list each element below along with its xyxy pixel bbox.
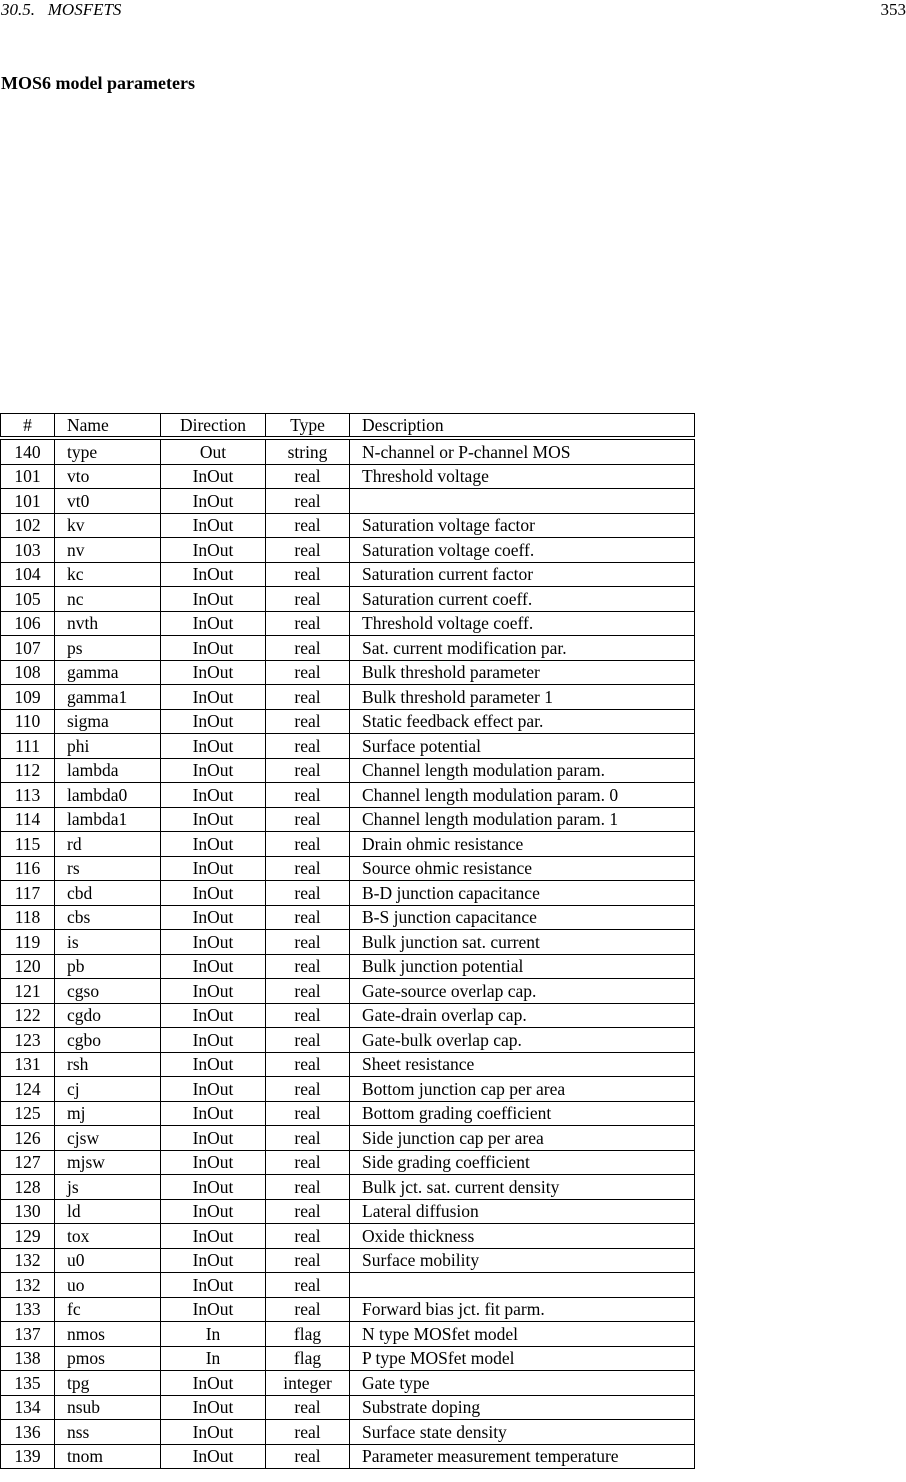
param-direction: InOut: [161, 954, 266, 979]
param-description: Saturation current factor: [350, 562, 695, 587]
param-direction: InOut: [161, 489, 266, 514]
param-name: nsub: [55, 1395, 161, 1420]
param-name: cjsw: [55, 1126, 161, 1151]
param-description: Substrate doping: [350, 1395, 695, 1420]
param-direction: InOut: [161, 709, 266, 734]
table-row: [1, 1199, 695, 1224]
param-description: Gate-drain overlap cap.: [350, 1003, 695, 1028]
table-row: [1, 1444, 695, 1469]
param-number: 105: [1, 587, 55, 612]
param-number: 129: [1, 1224, 55, 1249]
param-description: [350, 1273, 695, 1298]
table-row: [1, 636, 695, 661]
param-name: sigma: [55, 709, 161, 734]
param-type: real: [266, 1101, 350, 1126]
param-direction: InOut: [161, 611, 266, 636]
param-direction: InOut: [161, 685, 266, 710]
param-name: kc: [55, 562, 161, 587]
param-direction: Out: [161, 440, 266, 465]
param-type: real: [266, 464, 350, 489]
table-row: [1, 1224, 695, 1249]
param-name: js: [55, 1175, 161, 1200]
param-name: lambda: [55, 758, 161, 783]
param-name: nc: [55, 587, 161, 612]
header-number: #: [1, 414, 55, 437]
table-row: [1, 807, 695, 832]
param-description: Gate type: [350, 1371, 695, 1396]
param-type: real: [266, 1126, 350, 1151]
param-description: Forward bias jct. fit parm.: [350, 1297, 695, 1322]
param-number: 101: [1, 464, 55, 489]
running-head: [0, 0, 906, 20]
table-row: [1, 489, 695, 514]
param-type: real: [266, 1273, 350, 1298]
param-type: real: [266, 709, 350, 734]
param-number: 122: [1, 1003, 55, 1028]
param-name: uo: [55, 1273, 161, 1298]
param-type: real: [266, 1003, 350, 1028]
param-number: 136: [1, 1420, 55, 1445]
param-number: 107: [1, 636, 55, 661]
param-type: flag: [266, 1322, 350, 1347]
param-number: 116: [1, 856, 55, 881]
param-type: real: [266, 562, 350, 587]
param-type: real: [266, 587, 350, 612]
param-description: Bottom grading coefficient: [350, 1101, 695, 1126]
param-description: [350, 489, 695, 514]
param-name: mj: [55, 1101, 161, 1126]
param-name: mjsw: [55, 1150, 161, 1175]
param-description: Saturation current coeff.: [350, 587, 695, 612]
param-direction: InOut: [161, 1028, 266, 1053]
param-direction: InOut: [161, 1371, 266, 1396]
param-type: real: [266, 1248, 350, 1273]
param-direction: InOut: [161, 979, 266, 1004]
header-type: Type: [266, 414, 350, 437]
param-type: flag: [266, 1346, 350, 1371]
table-row: [1, 1150, 695, 1175]
param-name: ps: [55, 636, 161, 661]
param-number: 138: [1, 1346, 55, 1371]
table-row: [1, 709, 695, 734]
param-type: real: [266, 758, 350, 783]
param-name: tpg: [55, 1371, 161, 1396]
param-type: real: [266, 538, 350, 563]
param-direction: InOut: [161, 1273, 266, 1298]
param-number: 137: [1, 1322, 55, 1347]
header-description: Description: [350, 414, 695, 437]
param-name: cgso: [55, 979, 161, 1004]
param-direction: InOut: [161, 1101, 266, 1126]
param-name: ld: [55, 1199, 161, 1224]
table-row: [1, 1028, 695, 1053]
param-description: P type MOSfet model: [350, 1346, 695, 1371]
param-type: real: [266, 1175, 350, 1200]
table-row: [1, 1371, 695, 1396]
table-row: [1, 1248, 695, 1273]
param-description: Sat. current modification par.: [350, 636, 695, 661]
param-number: 101: [1, 489, 55, 514]
param-number: 128: [1, 1175, 55, 1200]
param-name: nv: [55, 538, 161, 563]
param-type: real: [266, 930, 350, 955]
param-description: Oxide thickness: [350, 1224, 695, 1249]
param-direction: InOut: [161, 636, 266, 661]
table-row: [1, 562, 695, 587]
param-number: 112: [1, 758, 55, 783]
param-name: gamma1: [55, 685, 161, 710]
param-direction: InOut: [161, 1077, 266, 1102]
param-name: rs: [55, 856, 161, 881]
param-number: 115: [1, 832, 55, 857]
param-name: lambda1: [55, 807, 161, 832]
param-number: 133: [1, 1297, 55, 1322]
param-description: Side junction cap per area: [350, 1126, 695, 1151]
param-direction: InOut: [161, 930, 266, 955]
param-description: Bulk junction sat. current: [350, 930, 695, 955]
param-number: 104: [1, 562, 55, 587]
param-name: tox: [55, 1224, 161, 1249]
param-description: Side grading coefficient: [350, 1150, 695, 1175]
param-type: real: [266, 636, 350, 661]
table-row: [1, 587, 695, 612]
param-name: fc: [55, 1297, 161, 1322]
table-row: [1, 734, 695, 759]
param-direction: InOut: [161, 562, 266, 587]
param-direction: InOut: [161, 1199, 266, 1224]
param-description: Surface mobility: [350, 1248, 695, 1273]
table-row: [1, 1052, 695, 1077]
param-direction: InOut: [161, 587, 266, 612]
param-number: 113: [1, 783, 55, 808]
param-number: 123: [1, 1028, 55, 1053]
parameter-table: [0, 413, 695, 1469]
table-row: [1, 930, 695, 955]
table-row: [1, 1126, 695, 1151]
param-description: Channel length modulation param. 0: [350, 783, 695, 808]
param-number: 126: [1, 1126, 55, 1151]
param-description: N type MOSfet model: [350, 1322, 695, 1347]
param-direction: InOut: [161, 1395, 266, 1420]
param-direction: InOut: [161, 1052, 266, 1077]
param-direction: InOut: [161, 1444, 266, 1469]
param-number: 118: [1, 905, 55, 930]
param-type: real: [266, 783, 350, 808]
table-row: [1, 758, 695, 783]
param-name: kv: [55, 513, 161, 538]
param-number: 102: [1, 513, 55, 538]
param-type: real: [266, 1224, 350, 1249]
param-type: real: [266, 832, 350, 857]
table-row: [1, 660, 695, 685]
param-description: Gate-source overlap cap.: [350, 979, 695, 1004]
param-description: Bottom junction cap per area: [350, 1077, 695, 1102]
param-description: Parameter measurement temperature: [350, 1444, 695, 1469]
section-title: MOS6 model parameters: [1, 73, 195, 93]
param-direction: InOut: [161, 1248, 266, 1273]
param-type: real: [266, 954, 350, 979]
table-row: [1, 440, 695, 465]
param-number: 120: [1, 954, 55, 979]
param-description: Bulk threshold parameter 1: [350, 685, 695, 710]
param-description: Channel length modulation param.: [350, 758, 695, 783]
table-row: [1, 783, 695, 808]
param-description: Bulk junction potential: [350, 954, 695, 979]
running-head-section: 30.5. MOSFETS: [1, 0, 122, 19]
param-number: 131: [1, 1052, 55, 1077]
param-direction: InOut: [161, 660, 266, 685]
param-name: phi: [55, 734, 161, 759]
param-name: nmos: [55, 1322, 161, 1347]
param-direction: In: [161, 1346, 266, 1371]
param-description: Bulk threshold parameter: [350, 660, 695, 685]
param-name: nss: [55, 1420, 161, 1445]
param-type: real: [266, 1420, 350, 1445]
table-row: [1, 1077, 695, 1102]
param-description: B-S junction capacitance: [350, 905, 695, 930]
table-header-row: [1, 414, 695, 437]
table-row: [1, 1003, 695, 1028]
param-description: Channel length modulation param. 1: [350, 807, 695, 832]
table-row: [1, 464, 695, 489]
param-description: Gate-bulk overlap cap.: [350, 1028, 695, 1053]
table-row: [1, 832, 695, 857]
param-direction: InOut: [161, 538, 266, 563]
param-description: Threshold voltage: [350, 464, 695, 489]
param-direction: InOut: [161, 1126, 266, 1151]
table-row: [1, 1101, 695, 1126]
param-type: real: [266, 685, 350, 710]
table-row: [1, 513, 695, 538]
param-name: gamma: [55, 660, 161, 685]
param-type: real: [266, 1395, 350, 1420]
param-number: 135: [1, 1371, 55, 1396]
param-number: 114: [1, 807, 55, 832]
param-type: integer: [266, 1371, 350, 1396]
param-direction: InOut: [161, 856, 266, 881]
param-number: 139: [1, 1444, 55, 1469]
param-name: cgdo: [55, 1003, 161, 1028]
param-name: lambda0: [55, 783, 161, 808]
param-description: N-channel or P-channel MOS: [350, 440, 695, 465]
param-name: cgbo: [55, 1028, 161, 1053]
param-direction: InOut: [161, 464, 266, 489]
param-number: 125: [1, 1101, 55, 1126]
table-row: [1, 538, 695, 563]
param-number: 110: [1, 709, 55, 734]
param-name: vto: [55, 464, 161, 489]
table-row: [1, 881, 695, 906]
param-direction: InOut: [161, 783, 266, 808]
param-name: is: [55, 930, 161, 955]
param-name: rd: [55, 832, 161, 857]
param-direction: InOut: [161, 1420, 266, 1445]
param-number: 121: [1, 979, 55, 1004]
param-direction: InOut: [161, 734, 266, 759]
param-direction: InOut: [161, 1150, 266, 1175]
param-number: 109: [1, 685, 55, 710]
param-description: Source ohmic resistance: [350, 856, 695, 881]
param-description: Static feedback effect par.: [350, 709, 695, 734]
table-row: [1, 1420, 695, 1445]
param-description: Surface state density: [350, 1420, 695, 1445]
param-type: real: [266, 1052, 350, 1077]
param-number: 130: [1, 1199, 55, 1224]
param-direction: InOut: [161, 1224, 266, 1249]
param-direction: InOut: [161, 513, 266, 538]
page-number: 353: [880, 0, 906, 19]
param-direction: InOut: [161, 807, 266, 832]
param-number: 134: [1, 1395, 55, 1420]
param-number: 117: [1, 881, 55, 906]
param-name: u0: [55, 1248, 161, 1273]
param-type: real: [266, 1297, 350, 1322]
table-row: [1, 685, 695, 710]
table-body: [1, 440, 695, 1469]
table-row: [1, 1273, 695, 1298]
param-type: real: [266, 660, 350, 685]
param-type: real: [266, 1444, 350, 1469]
param-number: 108: [1, 660, 55, 685]
param-name: tnom: [55, 1444, 161, 1469]
param-type: real: [266, 1028, 350, 1053]
param-type: real: [266, 905, 350, 930]
table-row: [1, 954, 695, 979]
param-type: real: [266, 979, 350, 1004]
table-row: [1, 905, 695, 930]
param-number: 127: [1, 1150, 55, 1175]
table-row: [1, 1346, 695, 1371]
param-type: real: [266, 489, 350, 514]
param-name: nvth: [55, 611, 161, 636]
param-direction: InOut: [161, 1175, 266, 1200]
header-name: Name: [55, 414, 161, 437]
param-direction: In: [161, 1322, 266, 1347]
param-type: real: [266, 1150, 350, 1175]
param-number: 111: [1, 734, 55, 759]
param-name: pmos: [55, 1346, 161, 1371]
param-number: 140: [1, 440, 55, 465]
param-name: cbd: [55, 881, 161, 906]
param-number: 103: [1, 538, 55, 563]
param-type: real: [266, 611, 350, 636]
param-type: real: [266, 1199, 350, 1224]
table-row: [1, 856, 695, 881]
table-row: [1, 1175, 695, 1200]
param-name: type: [55, 440, 161, 465]
param-number: 124: [1, 1077, 55, 1102]
param-direction: InOut: [161, 832, 266, 857]
param-name: cbs: [55, 905, 161, 930]
param-type: real: [266, 856, 350, 881]
table-row: [1, 1395, 695, 1420]
param-description: Threshold voltage coeff.: [350, 611, 695, 636]
param-number: 132: [1, 1273, 55, 1298]
table-row: [1, 1322, 695, 1347]
param-description: B-D junction capacitance: [350, 881, 695, 906]
param-direction: InOut: [161, 1003, 266, 1028]
param-number: 132: [1, 1248, 55, 1273]
table-row: [1, 1297, 695, 1322]
param-description: Bulk jct. sat. current density: [350, 1175, 695, 1200]
param-description: Drain ohmic resistance: [350, 832, 695, 857]
param-type: string: [266, 440, 350, 465]
param-name: rsh: [55, 1052, 161, 1077]
param-number: 119: [1, 930, 55, 955]
param-description: Saturation voltage coeff.: [350, 538, 695, 563]
param-type: real: [266, 1077, 350, 1102]
header-direction: Direction: [161, 414, 266, 437]
param-type: real: [266, 513, 350, 538]
param-direction: InOut: [161, 1297, 266, 1322]
param-description: Lateral diffusion: [350, 1199, 695, 1224]
table-row: [1, 979, 695, 1004]
param-description: Saturation voltage factor: [350, 513, 695, 538]
param-type: real: [266, 881, 350, 906]
param-direction: InOut: [161, 905, 266, 930]
param-direction: InOut: [161, 881, 266, 906]
param-name: vt0: [55, 489, 161, 514]
param-name: pb: [55, 954, 161, 979]
table-row: [1, 611, 695, 636]
param-type: real: [266, 734, 350, 759]
param-description: Surface potential: [350, 734, 695, 759]
param-description: Sheet resistance: [350, 1052, 695, 1077]
param-type: real: [266, 807, 350, 832]
param-name: cj: [55, 1077, 161, 1102]
param-number: 106: [1, 611, 55, 636]
param-direction: InOut: [161, 758, 266, 783]
